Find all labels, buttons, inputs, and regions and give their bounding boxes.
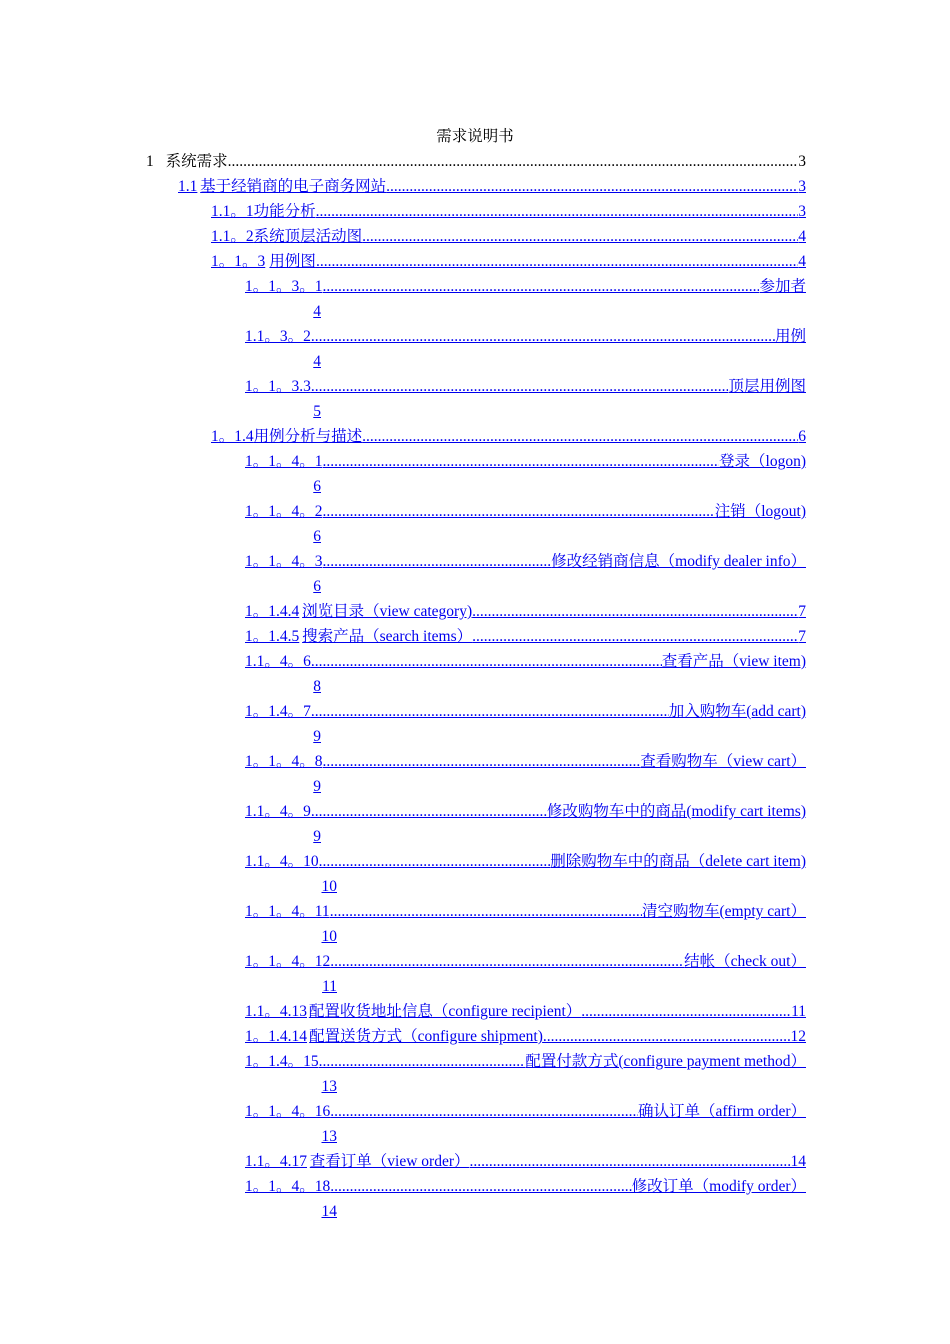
toc-entry-1-1[interactable] — [178, 174, 806, 199]
toc-entry-page: 3 — [798, 153, 806, 170]
toc-entry-number: 1。1.4 — [211, 428, 254, 445]
toc-entry-1-1-4-10[interactable] — [245, 849, 806, 874]
toc-entry-title: 配置收货地址信息（configure recipient） — [308, 1003, 582, 1020]
toc-entry-number: 1.1。1 — [211, 203, 254, 220]
toc-entry-title: 用例图 — [269, 253, 316, 270]
toc-leader-dots — [311, 374, 729, 399]
toc-entry-page: 14 — [790, 1153, 806, 1170]
toc-entry-1-1-4-4[interactable] — [245, 599, 806, 624]
toc-entry-title: 配置送货方式（configure shipment) — [309, 1028, 543, 1045]
toc-leader-dots — [319, 1049, 526, 1074]
toc-entry-1-1-4-9[interactable] — [245, 799, 806, 824]
toc-entry-1-1-3-3[interactable] — [245, 374, 806, 399]
toc-leader-dots — [386, 174, 798, 199]
toc-entry-number: 1。1.4。15 — [245, 1053, 319, 1070]
toc-entry-1[interactable] — [146, 149, 806, 174]
toc-entry-1-1-4-14[interactable] — [245, 1024, 806, 1049]
toc-entry-page: 3 — [798, 178, 806, 195]
toc-entry-1-1-4-7[interactable] — [245, 699, 806, 724]
toc-entry-page: 7 — [798, 628, 806, 645]
document-title: 需求说明书 — [436, 128, 514, 145]
toc-entry-number: 1.1 — [178, 178, 198, 195]
toc-entry-title: 查看产品（view item) — [661, 653, 806, 670]
toc-entry-number: 1。1。4。8 — [245, 753, 323, 770]
toc-entry-page[interactable]: 8 — [313, 678, 321, 695]
toc-entry-1-1-4-1[interactable] — [245, 449, 806, 474]
toc-entry-page[interactable]: 6 — [313, 578, 321, 595]
toc-entry-title: 删除购物车中的商品（delete cart item) — [550, 853, 806, 870]
toc-entry-number: 1。1.4。7 — [245, 703, 311, 720]
toc-entry-page: 4 — [798, 253, 806, 270]
toc-leader-dots — [330, 949, 684, 974]
toc-entry-page[interactable]: 13 — [321, 1128, 337, 1145]
toc-leader-dots — [330, 1099, 638, 1124]
toc-leader-dots — [316, 199, 799, 224]
toc-leader-dots — [323, 449, 720, 474]
toc-entry-1-1-4-13[interactable] — [245, 999, 806, 1024]
toc-entry-page[interactable]: 9 — [313, 728, 321, 745]
toc-entry-1-1-4-5[interactable] — [245, 624, 806, 649]
toc-entry-1-1-4-8[interactable] — [245, 749, 806, 774]
toc-leader-dots — [323, 749, 641, 774]
toc-entry-number: 1。1。4。3 — [245, 553, 323, 570]
toc-entry-title: 顶层用例图 — [728, 378, 806, 395]
toc-leader-dots — [228, 149, 799, 174]
toc-leader-dots — [316, 249, 798, 274]
toc-entry-number: 1。1。4。1 — [245, 453, 323, 470]
toc-entry-page[interactable]: 4 — [313, 303, 321, 320]
toc-entry-page[interactable]: 9 — [313, 778, 321, 795]
toc-entry-number: 1。1。4。16 — [245, 1103, 331, 1120]
toc-entry-page[interactable]: 4 — [313, 353, 321, 370]
toc-entry-page: 12 — [790, 1028, 806, 1045]
toc-entry-title: 清空购物车(empty cart） — [641, 903, 806, 920]
toc-entry-number: 1.1。4.17 — [245, 1153, 308, 1170]
toc-entry-page: 7 — [798, 603, 806, 620]
toc-leader-dots — [323, 499, 715, 524]
toc-leader-dots — [472, 599, 798, 624]
toc-entry-1-1-1[interactable] — [211, 199, 806, 224]
toc-leader-dots — [581, 999, 791, 1024]
toc-entry-page[interactable]: 6 — [313, 478, 321, 495]
toc-entry-number: 1。1。4。11 — [245, 903, 330, 920]
toc-leader-dots — [362, 224, 798, 249]
toc-entry-title: 参加者 — [759, 278, 806, 295]
toc-entry-1-1-4-16[interactable] — [245, 1099, 806, 1124]
toc-leader-dots — [311, 699, 669, 724]
toc-entry-1-1-4[interactable] — [211, 424, 806, 449]
toc-entry-page[interactable]: 11 — [322, 978, 337, 995]
toc-entry-number: 1。1.4.14 — [245, 1028, 308, 1045]
toc-entry-number: 1.1。2 — [211, 228, 254, 245]
toc-leader-dots — [311, 649, 662, 674]
toc-entry-1-1-3-1[interactable] — [245, 274, 806, 299]
toc-leader-dots — [311, 799, 547, 824]
toc-entry-number: 1.1。4。6 — [245, 653, 311, 670]
toc-entry-number: 1.1。4.13 — [245, 1003, 308, 1020]
toc-entry-number: 1。1。3 — [211, 253, 266, 270]
toc-entry-number: 1.1。3。2 — [245, 328, 311, 345]
toc-entry-title: 基于经销商的电子商务网站 — [200, 178, 387, 195]
toc-leader-dots — [330, 899, 642, 924]
toc-entry-title: 用例 — [774, 328, 806, 345]
toc-entry-number: 1。1。4。12 — [245, 953, 331, 970]
toc-leader-dots — [323, 274, 760, 299]
toc-entry-page: 3 — [798, 203, 806, 220]
toc-entry-title: 浏览目录（view category) — [302, 603, 473, 620]
toc-entry-page[interactable]: 13 — [321, 1078, 337, 1095]
toc-leader-dots — [323, 549, 552, 574]
toc-entry-title: 用例分析与描述 — [253, 428, 363, 445]
toc-entry-number: 1.1。4。9 — [245, 803, 311, 820]
toc-leader-dots — [543, 1024, 791, 1049]
toc-entry-1-1-4-11[interactable] — [245, 899, 806, 924]
toc-entry-1-1-2[interactable] — [211, 224, 806, 249]
toc-entry-title: 加入购物车(add cart) — [668, 703, 806, 720]
toc-entry-number: 1。1。4。18 — [245, 1178, 331, 1195]
toc-entry-title: 系统顶层活动图 — [253, 228, 363, 245]
toc-entry-page[interactable]: 6 — [313, 528, 321, 545]
toc-entry-page[interactable]: 10 — [321, 878, 337, 895]
toc-entry-number: 1。1.4.5 — [245, 628, 300, 645]
toc-entry-1-1-4-15[interactable] — [245, 1049, 806, 1074]
toc-entry-title: 查看订单（view order） — [309, 1153, 470, 1170]
toc-entry-1-1-4-6[interactable] — [245, 649, 806, 674]
toc-leader-dots — [470, 1149, 791, 1174]
toc-entry-title: 修改订单（modify order） — [631, 1178, 806, 1195]
toc-entry-number: 1 — [146, 153, 154, 170]
toc-leader-dots — [362, 424, 798, 449]
toc-entry-1-1-3-2[interactable] — [245, 324, 806, 349]
toc-entry-page[interactable]: 5 — [313, 403, 321, 420]
toc-entry-title: 修改经销商信息（modify dealer info） — [551, 553, 806, 570]
toc-entry-1-1-4-3[interactable] — [245, 549, 806, 574]
toc-entry-page: 6 — [798, 428, 806, 445]
toc-entry-title: 查看购物车（view cart） — [640, 753, 806, 770]
toc-entry-number: 1。1。4。2 — [245, 503, 323, 520]
toc-entry-page[interactable]: 10 — [321, 928, 337, 945]
toc-entry-page[interactable]: 14 — [321, 1203, 337, 1220]
toc-entry-number: 1。1。3.3 — [245, 378, 311, 395]
toc-entry-page[interactable]: 9 — [313, 828, 321, 845]
toc-entry-title: 结帐（check out） — [684, 953, 806, 970]
toc-leader-dots — [311, 324, 775, 349]
toc-entry-title: 功能分析 — [253, 203, 316, 220]
toc-entry-title: 注销（logout) — [714, 503, 806, 520]
toc-entry-1-1-4-17[interactable] — [245, 1149, 806, 1174]
toc-leader-dots — [319, 849, 551, 874]
toc-entry-page: 4 — [798, 228, 806, 245]
toc-entry-1-1-4-2[interactable] — [245, 499, 806, 524]
toc-entry-title: 登录（logon) — [719, 453, 806, 470]
toc-entry-number: 1.1。4。10 — [245, 853, 319, 870]
toc-entry-title: 配置付款方式(configure payment method） — [525, 1053, 806, 1070]
toc-entry-title: 确认订单（affirm order） — [637, 1103, 806, 1120]
toc-entry-1-1-4-18[interactable] — [245, 1174, 806, 1199]
toc-leader-dots — [472, 624, 798, 649]
toc-entry-title: 搜索产品（search items） — [302, 628, 473, 645]
toc-leader-dots — [330, 1174, 631, 1199]
toc-entry-1-1-3[interactable] — [211, 249, 806, 274]
toc-entry-title: 系统需求 — [165, 153, 228, 170]
toc-entry-number: 1。1。3。1 — [245, 278, 323, 295]
toc-entry-page: 11 — [791, 1003, 806, 1020]
toc-entry-title: 修改购物车中的商品(modify cart items) — [546, 803, 806, 820]
toc-entry-1-1-4-12[interactable] — [245, 949, 806, 974]
toc-entry-number: 1。1.4.4 — [245, 603, 300, 620]
